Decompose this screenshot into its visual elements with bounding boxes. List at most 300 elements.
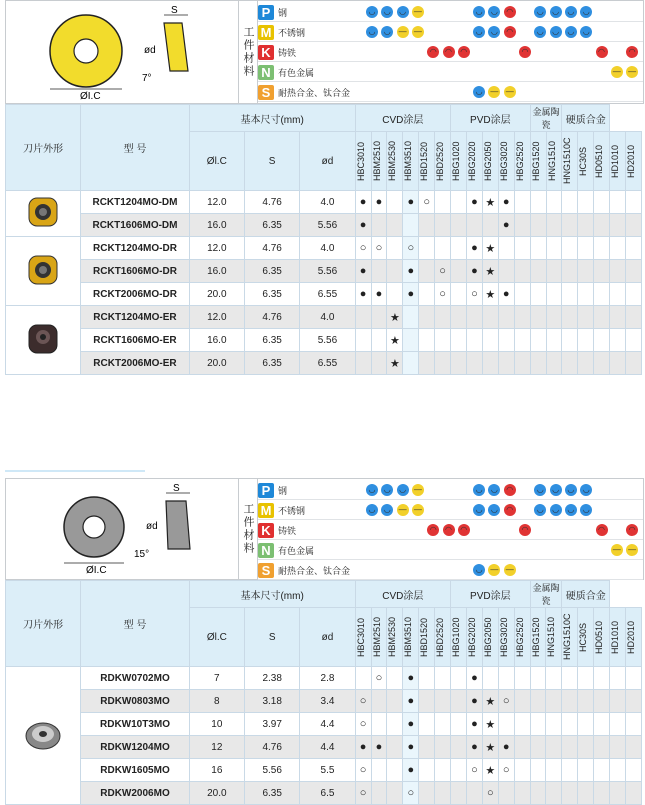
- suitability-happy-icon: ◡: [473, 504, 485, 516]
- grade-mark-cell: [419, 306, 435, 329]
- grade-mark-cell: [371, 352, 387, 375]
- grade-mark-cell: ★: [482, 736, 498, 759]
- ic-cell: 7: [189, 667, 244, 690]
- grade-mark-cell: ●: [403, 759, 419, 782]
- d-cell: 3.4: [300, 690, 355, 713]
- d-cell: 5.5: [300, 759, 355, 782]
- ic-cell: 20.0: [189, 782, 244, 805]
- grade-mark-cell: ★: [482, 759, 498, 782]
- grade-mark-cell: ●: [466, 713, 482, 736]
- grade-mark-cell: [387, 736, 403, 759]
- col-shape: 刀片外形: [6, 581, 81, 667]
- grade-label: HBC3010: [355, 141, 366, 181]
- grade-mark-cell: [626, 759, 642, 782]
- suitability-happy-icon: ◡: [580, 26, 592, 38]
- model-cell: RCKT1204MO-ER: [81, 306, 189, 329]
- grade-label: HD1010: [610, 144, 621, 178]
- grade-mark-cell: [578, 237, 594, 260]
- grade-mark-cell: [562, 736, 578, 759]
- grade-mark-cell: ○: [355, 759, 371, 782]
- materials-header: 工件材料: [239, 479, 258, 579]
- grade-mark-cell: [498, 329, 514, 352]
- grade-mark-cell: [435, 667, 451, 690]
- grade-mark-cell: [594, 713, 610, 736]
- grade-mark-cell: [562, 713, 578, 736]
- table-row: [6, 214, 642, 237]
- grade-mark-cell: ★: [482, 237, 498, 260]
- grade-mark-cell: [546, 690, 562, 713]
- grade-mark-cell: [578, 736, 594, 759]
- grade-mark-cell: [530, 690, 546, 713]
- grade-mark-cell: [403, 329, 419, 352]
- grade-mark-cell: [435, 690, 451, 713]
- grade-mark-cell: [498, 713, 514, 736]
- grade-mark-cell: ●: [355, 214, 371, 237]
- grade-mark-cell: [466, 782, 482, 805]
- grade-mark-cell: [610, 759, 626, 782]
- grade-mark-cell: [594, 260, 610, 283]
- grade-label: HBG2020: [466, 141, 477, 181]
- grade-mark-cell: [498, 306, 514, 329]
- suitability-sad-icon: ◠: [458, 524, 470, 536]
- grade-mark-cell: [626, 191, 642, 214]
- grade-mark-cell: [562, 191, 578, 214]
- grade-col-hbg2050: [482, 608, 498, 667]
- grade-mark-cell: [514, 283, 530, 306]
- grade-label: HBG2050: [482, 141, 493, 181]
- d-label: ød: [144, 45, 156, 56]
- d-cell: 4.0: [300, 306, 355, 329]
- grade-mark-cell: [451, 713, 467, 736]
- grade-col-hng1510: [546, 132, 562, 191]
- grade-mark-cell: [451, 667, 467, 690]
- grade-mark-cell: [482, 352, 498, 375]
- grade-mark-cell: ○: [498, 759, 514, 782]
- s-cell: 3.18: [245, 690, 300, 713]
- grade-mark-cell: [546, 329, 562, 352]
- grade-mark-cell: [419, 782, 435, 805]
- ic-cell: 16.0: [189, 260, 244, 283]
- grade-mark-cell: [530, 283, 546, 306]
- grade-mark-cell: [610, 352, 626, 375]
- grade-mark-cell: [387, 191, 403, 214]
- grade-mark-cell: [626, 214, 642, 237]
- grade-mark-cell: [594, 306, 610, 329]
- grade-mark-cell: [530, 352, 546, 375]
- grade-label: HBG2020: [466, 617, 477, 657]
- material-code-badge: P: [258, 483, 274, 498]
- grade-mark-cell: [530, 329, 546, 352]
- model-cell: RDKW0803MO: [81, 690, 189, 713]
- ic-cell: 12.0: [189, 191, 244, 214]
- grade-mark-cell: [403, 214, 419, 237]
- grade-mark-cell: [514, 352, 530, 375]
- suitability-happy-icon: ◡: [580, 6, 592, 18]
- grade-mark-cell: [451, 352, 467, 375]
- grade-col-hbg2520: [514, 608, 530, 667]
- d-cell: 5.56: [300, 214, 355, 237]
- grade-label: HBG2520: [514, 141, 525, 181]
- grade-label: HNG1510C: [562, 613, 573, 661]
- grade-mark-cell: [610, 690, 626, 713]
- spec-table: [5, 580, 642, 805]
- grade-mark-cell: [451, 237, 467, 260]
- grade-mark-cell: [626, 713, 642, 736]
- grade-mark-cell: [578, 191, 594, 214]
- material-row-S: [258, 561, 361, 579]
- col-cvd: CVD涂层: [355, 581, 450, 608]
- grade-mark-cell: [371, 306, 387, 329]
- insert-shape-cell: [6, 237, 81, 306]
- grade-mark-cell: [562, 214, 578, 237]
- grade-mark-cell: [594, 214, 610, 237]
- model-cell: RDKW1605MO: [81, 759, 189, 782]
- grade-mark-cell: ●: [403, 667, 419, 690]
- section-divider: [5, 470, 145, 472]
- grade-mark-cell: [419, 237, 435, 260]
- grade-mark-cell: ★: [482, 260, 498, 283]
- grade-mark-cell: [546, 214, 562, 237]
- grade-mark-cell: [419, 736, 435, 759]
- suitability-sad-icon: ◠: [504, 484, 516, 496]
- grade-mark-cell: [451, 191, 467, 214]
- table-row: [6, 713, 642, 736]
- grade-mark-cell: [594, 352, 610, 375]
- material-row-N: [258, 541, 361, 559]
- ic-cell: 20.0: [189, 283, 244, 306]
- table-row: [6, 306, 642, 329]
- grade-mark-cell: [403, 352, 419, 375]
- col-carbide: 硬质合金: [562, 581, 610, 608]
- ic-cell: 12.0: [189, 306, 244, 329]
- grade-mark-cell: [498, 237, 514, 260]
- grade-mark-cell: [435, 736, 451, 759]
- material-row-N: [258, 63, 361, 81]
- col-shape: 刀片外形: [6, 105, 81, 191]
- grade-mark-cell: [626, 352, 642, 375]
- suitability-neutral-icon: —: [612, 67, 621, 76]
- grade-mark-cell: [514, 667, 530, 690]
- col-d: ød: [300, 608, 355, 667]
- grade-selection-panel: [5, 0, 644, 104]
- model-cell: RCKT2006MO-DR: [81, 283, 189, 306]
- grade-mark-cell: [435, 713, 451, 736]
- suitability-sad-icon: ◠: [427, 46, 439, 58]
- material-label: 有色金属: [278, 67, 315, 78]
- grade-label: HBM2530: [387, 616, 398, 658]
- grade-mark-cell: ○: [371, 237, 387, 260]
- grade-mark-cell: [594, 759, 610, 782]
- ic-cell: 16: [189, 759, 244, 782]
- suitability-happy-icon: ◡: [473, 86, 485, 98]
- material-label: 耐热合金、钛合金: [278, 87, 351, 98]
- col-d: ød: [300, 132, 355, 191]
- grade-mark-cell: ●: [355, 283, 371, 306]
- suitability-sad-icon: ◠: [458, 46, 470, 58]
- grade-col-hbm2510: [371, 132, 387, 191]
- material-label: 耐热合金、钛合金: [278, 565, 351, 576]
- grade-col-hbd1520: [419, 132, 435, 191]
- grade-mark-cell: [419, 329, 435, 352]
- model-cell: RCKT1606MO-ER: [81, 329, 189, 352]
- suitability-happy-icon: ◡: [488, 26, 500, 38]
- suitability-happy-icon: ◡: [550, 484, 562, 496]
- suitability-happy-icon: ◡: [473, 564, 485, 576]
- grade-mark-cell: [514, 214, 530, 237]
- suitability-happy-icon: ◡: [534, 504, 546, 516]
- grade-mark-cell: [610, 329, 626, 352]
- grade-mark-cell: [371, 690, 387, 713]
- grade-mark-cell: [451, 736, 467, 759]
- col-ic: Øl.C: [189, 608, 244, 667]
- suitability-happy-icon: ◡: [381, 504, 393, 516]
- grade-mark-cell: [530, 713, 546, 736]
- table-row: [6, 782, 642, 805]
- material-divider: [258, 519, 643, 520]
- grade-mark-cell: ○: [403, 237, 419, 260]
- grade-mark-cell: ★: [482, 713, 498, 736]
- grade-mark-cell: ●: [466, 736, 482, 759]
- material-row-M: [258, 501, 361, 519]
- model-cell: RDKW1204MO: [81, 736, 189, 759]
- grade-mark-cell: [578, 759, 594, 782]
- s-cell: 4.76: [244, 306, 299, 329]
- grade-mark-cell: [578, 214, 594, 237]
- grade-label: HD0510: [594, 144, 605, 178]
- grade-mark-cell: [562, 329, 578, 352]
- grade-col-hbg2020: [466, 608, 482, 667]
- materials-header: 工件材料: [239, 1, 258, 103]
- grade-mark-cell: [435, 352, 451, 375]
- grade-mark-cell: [387, 667, 403, 690]
- material-label: 不锈钢: [278, 27, 306, 38]
- suitability-happy-icon: ◡: [381, 6, 393, 18]
- grade-mark-cell: [546, 191, 562, 214]
- material-divider: [258, 539, 643, 540]
- grade-label: HBG1520: [530, 617, 541, 657]
- suitability-sad-icon: ◠: [504, 6, 516, 18]
- grade-col-hbg2520: [514, 132, 530, 191]
- grade-mark-cell: [466, 306, 482, 329]
- model-cell: RDKW0702MO: [81, 667, 189, 690]
- suitability-happy-icon: ◡: [397, 6, 409, 18]
- grade-mark-cell: ★: [482, 283, 498, 306]
- model-cell: RDKW10T3MO: [81, 713, 189, 736]
- insert-photo: [23, 321, 63, 357]
- suitability-happy-icon: ◡: [565, 504, 577, 516]
- insert-photo: [23, 252, 63, 288]
- model-cell: RCKT2006MO-ER: [81, 352, 189, 375]
- grade-mark-cell: [594, 667, 610, 690]
- model-cell: RCKT1606MO-DR: [81, 260, 189, 283]
- grade-mark-cell: [371, 759, 387, 782]
- grade-mark-cell: [498, 667, 514, 690]
- grade-mark-cell: ●: [403, 191, 419, 214]
- grade-mark-cell: [435, 782, 451, 805]
- grade-mark-cell: [451, 306, 467, 329]
- ic-cell: 20.0: [189, 352, 244, 375]
- ic-cell: 12: [189, 736, 244, 759]
- grade-label: HD0510: [594, 620, 605, 654]
- suitability-happy-icon: ◡: [473, 484, 485, 496]
- table-row: [6, 260, 642, 283]
- grade-mark-cell: [419, 352, 435, 375]
- insert-photo: [23, 194, 63, 230]
- material-label: 铸铁: [278, 47, 297, 58]
- grade-mark-cell: [610, 214, 626, 237]
- grade-mark-cell: [546, 283, 562, 306]
- col-carbide: 硬质合金: [562, 105, 610, 132]
- grade-label: HBG3020: [498, 617, 509, 657]
- ic-cell: 12.0: [189, 237, 244, 260]
- d-cell: 4.4: [300, 736, 355, 759]
- grade-mark-cell: [451, 690, 467, 713]
- grade-label: HBC3010: [355, 617, 366, 657]
- grade-mark-cell: [387, 260, 403, 283]
- grade-col-hd0510: [594, 608, 610, 667]
- grade-mark-cell: [435, 329, 451, 352]
- grade-mark-cell: [371, 329, 387, 352]
- col-dims: 基本尺寸(mm): [189, 581, 355, 608]
- grade-mark-cell: [514, 782, 530, 805]
- suitability-sad-icon: ◠: [596, 46, 608, 58]
- grade-mark-cell: [482, 306, 498, 329]
- grade-mark-cell: [419, 214, 435, 237]
- ic-cell: 16.0: [189, 214, 244, 237]
- catalog-block-rckt: [0, 0, 645, 370]
- grade-mark-cell: [546, 782, 562, 805]
- suitability-happy-icon: ◡: [366, 484, 378, 496]
- material-code-badge: N: [258, 543, 274, 558]
- grade-mark-cell: ○: [435, 283, 451, 306]
- grade-mark-cell: ○: [435, 260, 451, 283]
- grade-mark-cell: ●: [498, 214, 514, 237]
- grade-mark-cell: [514, 237, 530, 260]
- grade-mark-cell: [355, 306, 371, 329]
- grade-mark-cell: [546, 759, 562, 782]
- grade-mark-cell: [419, 283, 435, 306]
- grade-mark-cell: [371, 214, 387, 237]
- grade-mark-cell: [626, 690, 642, 713]
- grade-col-hd1010: [610, 608, 626, 667]
- grade-mark-cell: [562, 352, 578, 375]
- grade-mark-cell: [482, 214, 498, 237]
- grade-mark-cell: ○: [371, 667, 387, 690]
- grade-mark-cell: [530, 782, 546, 805]
- grade-mark-cell: ●: [466, 191, 482, 214]
- ic-label: ØI.C: [86, 565, 107, 576]
- material-divider: [258, 81, 643, 82]
- s-cell: 6.35: [244, 260, 299, 283]
- table-row: [6, 329, 642, 352]
- suitability-happy-icon: ◡: [565, 484, 577, 496]
- material-label: 钢: [278, 485, 288, 496]
- grade-mark-cell: ○: [403, 782, 419, 805]
- grade-mark-cell: [626, 237, 642, 260]
- grade-mark-cell: [403, 306, 419, 329]
- suitability-neutral-icon: —: [413, 485, 422, 494]
- suitability-happy-icon: ◡: [366, 26, 378, 38]
- grade-label: HD2010: [626, 144, 637, 178]
- grade-col-hbd2520: [435, 132, 451, 191]
- grade-mark-cell: ●: [403, 283, 419, 306]
- grade-mark-cell: [387, 713, 403, 736]
- grade-col-hbg1520: [530, 608, 546, 667]
- insert-photo: [23, 716, 63, 752]
- s-cell: 6.35: [244, 329, 299, 352]
- spec-table: [5, 104, 642, 375]
- col-pvd: PVD涂层: [451, 581, 531, 608]
- insert-drawing: [6, 479, 238, 579]
- grade-mark-cell: ○: [466, 283, 482, 306]
- grade-mark-cell: ●: [371, 736, 387, 759]
- suitability-neutral-icon: —: [398, 505, 407, 514]
- insert-shape-cell: [6, 667, 81, 805]
- grade-mark-cell: [626, 306, 642, 329]
- material-label: 铸铁: [278, 525, 297, 536]
- suitability-neutral-icon: —: [413, 505, 422, 514]
- grade-mark-cell: [530, 237, 546, 260]
- grade-mark-cell: ●: [355, 736, 371, 759]
- grade-col-hng1510: [546, 608, 562, 667]
- grade-mark-cell: [387, 283, 403, 306]
- ic-cell: 10: [189, 713, 244, 736]
- grade-col-hbg2050: [482, 132, 498, 191]
- grade-mark-cell: ○: [355, 690, 371, 713]
- grade-label: HBM3510: [403, 616, 414, 658]
- grade-mark-cell: [514, 759, 530, 782]
- col-model: 型 号: [81, 581, 189, 667]
- grade-mark-cell: ★: [387, 306, 403, 329]
- suitability-happy-icon: ◡: [488, 504, 500, 516]
- suitability-happy-icon: ◡: [580, 504, 592, 516]
- material-label: 不锈钢: [278, 505, 306, 516]
- grade-col-hbg1020: [451, 132, 467, 191]
- suitability-happy-icon: ◡: [565, 26, 577, 38]
- grade-label: HBD1520: [419, 617, 430, 657]
- grade-mark-cell: [578, 283, 594, 306]
- col-dims: 基本尺寸(mm): [189, 105, 355, 132]
- material-divider: [258, 61, 643, 62]
- grade-mark-cell: [562, 759, 578, 782]
- grade-mark-cell: [387, 214, 403, 237]
- grade-mark-cell: [514, 329, 530, 352]
- material-row-S: [258, 83, 361, 101]
- grade-label: HBG1020: [451, 617, 462, 657]
- grade-mark-cell: [626, 329, 642, 352]
- grade-mark-cell: [578, 690, 594, 713]
- grade-mark-cell: ★: [482, 191, 498, 214]
- grade-selection-panel: [5, 478, 644, 580]
- grade-mark-cell: ○: [498, 690, 514, 713]
- s-cell: 3.97: [245, 713, 300, 736]
- grade-mark-cell: [466, 329, 482, 352]
- suitability-sad-icon: ◠: [443, 46, 455, 58]
- grade-mark-cell: ●: [403, 260, 419, 283]
- grade-mark-cell: ●: [466, 690, 482, 713]
- grade-mark-cell: [578, 667, 594, 690]
- grade-col-hbm3510: [403, 132, 419, 191]
- grade-mark-cell: ○: [466, 759, 482, 782]
- suitability-sad-icon: ◠: [427, 524, 439, 536]
- grade-mark-cell: ○: [482, 782, 498, 805]
- grade-col-hbc3010: [355, 132, 371, 191]
- grade-mark-cell: [514, 191, 530, 214]
- grade-mark-cell: [610, 736, 626, 759]
- d-cell: 5.56: [300, 329, 355, 352]
- grade-mark-cell: [594, 782, 610, 805]
- insert-shape-cell: [6, 306, 81, 375]
